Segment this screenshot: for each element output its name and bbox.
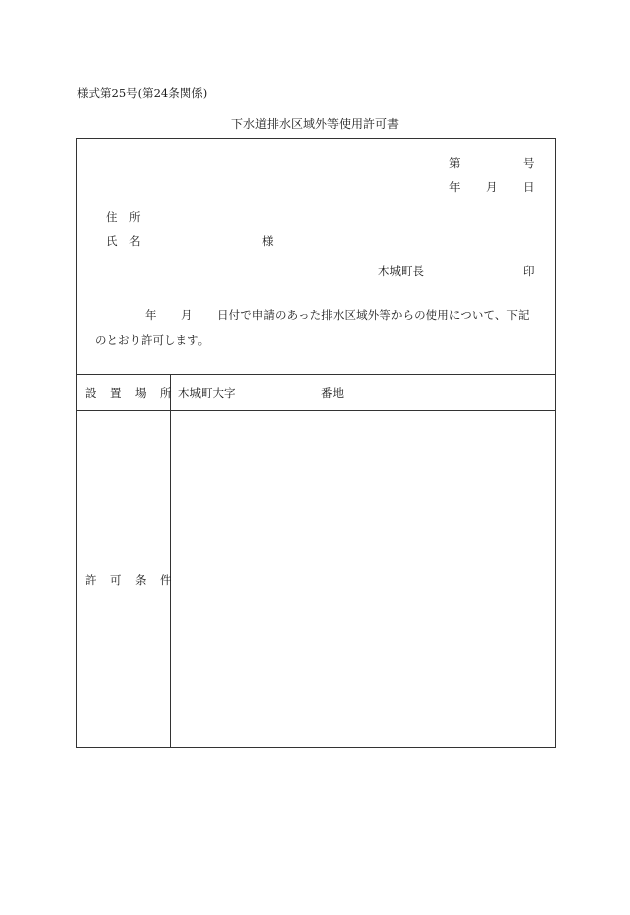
name-label: 氏 名 bbox=[106, 234, 141, 248]
location-label: 設 置 場 所 bbox=[85, 386, 173, 400]
seal-mark: 印 bbox=[523, 264, 535, 278]
permit-body-line-2: のとおり許可します。 bbox=[95, 333, 210, 347]
address-label: 住 所 bbox=[106, 210, 141, 224]
date-month: 月 bbox=[486, 180, 498, 194]
conditions-label: 許 可 条 件 bbox=[85, 573, 173, 587]
permit-body-line-1: 日付で申請のあった排水区域外等からの使用について、下記 bbox=[217, 308, 530, 322]
permit-number-prefix: 第 bbox=[449, 156, 461, 170]
permit-number-suffix: 号 bbox=[523, 156, 535, 170]
permit-form-frame bbox=[76, 138, 556, 748]
body-month: 月 bbox=[181, 308, 193, 322]
body-year: 年 bbox=[145, 308, 157, 322]
location-value-prefix: 木城町大字 bbox=[178, 386, 236, 400]
issuer-name: 木城町長 bbox=[378, 264, 424, 278]
date-year: 年 bbox=[449, 180, 461, 194]
location-row-divider bbox=[77, 410, 555, 411]
table-top-divider bbox=[77, 374, 555, 375]
form-number: 様式第25号(第24条関係) bbox=[77, 86, 208, 100]
table-column-divider bbox=[170, 374, 171, 747]
date-day: 日 bbox=[523, 180, 535, 194]
document-title: 下水道排水区域外等使用許可書 bbox=[230, 117, 399, 131]
location-value-suffix: 番地 bbox=[321, 386, 344, 400]
conditions-value bbox=[178, 421, 546, 741]
honorific: 様 bbox=[262, 234, 274, 248]
